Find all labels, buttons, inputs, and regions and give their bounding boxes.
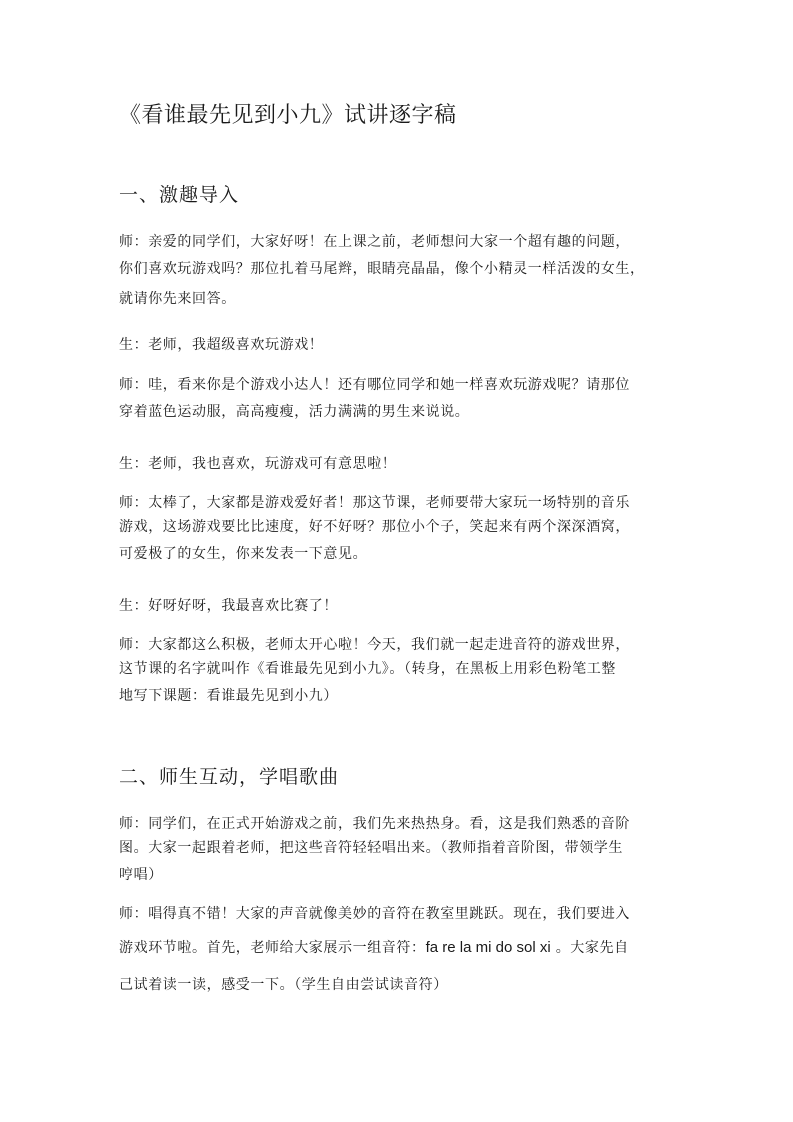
paragraph — [119, 633, 679, 711]
text-line: 师：大家都这么积极，老师太开心啦！今天，我们就一起走进音符的游戏世界， — [119, 637, 630, 653]
paragraph — [119, 491, 679, 569]
text-line: 师：亲爱的同学们，大家好呀！在上课之前，老师想问大家一个超有趣的问题， — [119, 234, 630, 250]
text-line: 生：老师，我也喜欢，玩游戏可有意思啦！ — [119, 456, 397, 472]
section-heading-interaction: 二、师生互动，学唱歌曲 — [119, 766, 340, 788]
text-line: 师：哇，看来你是个游戏小达人！还有哪位同学和她一样喜欢玩游戏呢？请那位 — [119, 377, 630, 393]
paragraph — [119, 333, 679, 357]
paragraph — [119, 230, 679, 314]
paragraph — [119, 594, 679, 618]
text-line: 图。大家一起跟着老师，把这些音符轻轻唱出来。（教师指着音阶图，带领学生 — [119, 840, 623, 856]
text-segment: 。大家先自 — [550, 940, 629, 956]
text-line: 师：太棒了，大家都是游戏爱好者！那这节课，老师要带大家玩一场特别的音乐 — [119, 495, 630, 511]
text-line: 这节课的名字就叫作《看谁最先见到小九》。（转身，在黑板上用彩色粉笔工整 — [119, 661, 616, 677]
text-line: 师：唱得真不错！大家的声音就像美妙的音符在教室里跳跃。现在，我们要进入 — [119, 906, 630, 922]
text-line: 你们喜欢玩游戏吗？那位扎着马尾辫，眼睛亮晶晶，像个小精灵一样活泼的女生， — [119, 261, 645, 277]
text-line: 师：同学们，在正式开始游戏之前，我们先来热热身。看，这是我们熟悉的音阶 — [119, 816, 630, 832]
paragraph — [119, 812, 679, 890]
text-line: 就请你先来回答。 — [119, 291, 236, 307]
text-line — [119, 926, 679, 970]
text-line: 生：好呀好呀，我最喜欢比赛了！ — [119, 598, 338, 614]
text-line: 己试着读一读，感受一下。（学生自由尝试读音符） — [119, 977, 448, 993]
note-sequence: fa re la mi do sol xi — [425, 939, 551, 956]
text-line: 地写下课题：看谁最先见到小九） — [119, 688, 338, 704]
text-line: 穿着蓝色运动服，高高瘦瘦，活力满满的男生来说说。 — [119, 404, 470, 420]
paragraph — [119, 902, 679, 1000]
text-line: 游戏，这场游戏要比比速度，好不好呀？那位小个子，笑起来有两个深深酒窝， — [119, 519, 630, 535]
paragraph — [119, 373, 679, 427]
paragraph — [119, 452, 679, 476]
section-heading-intro: 一、激趣导入 — [119, 184, 240, 206]
text-segment: 游戏环节啦。首先，老师给大家展示一组音符： — [119, 940, 426, 956]
text-line: 生：老师，我超级喜欢玩游戏！ — [119, 337, 324, 353]
text-line: 哼唱） — [119, 867, 163, 883]
document-title: 《看谁最先见到小九》试讲逐字稿 — [119, 103, 457, 128]
text-line: 可爱极了的女生，你来发表一下意见。 — [119, 546, 368, 562]
